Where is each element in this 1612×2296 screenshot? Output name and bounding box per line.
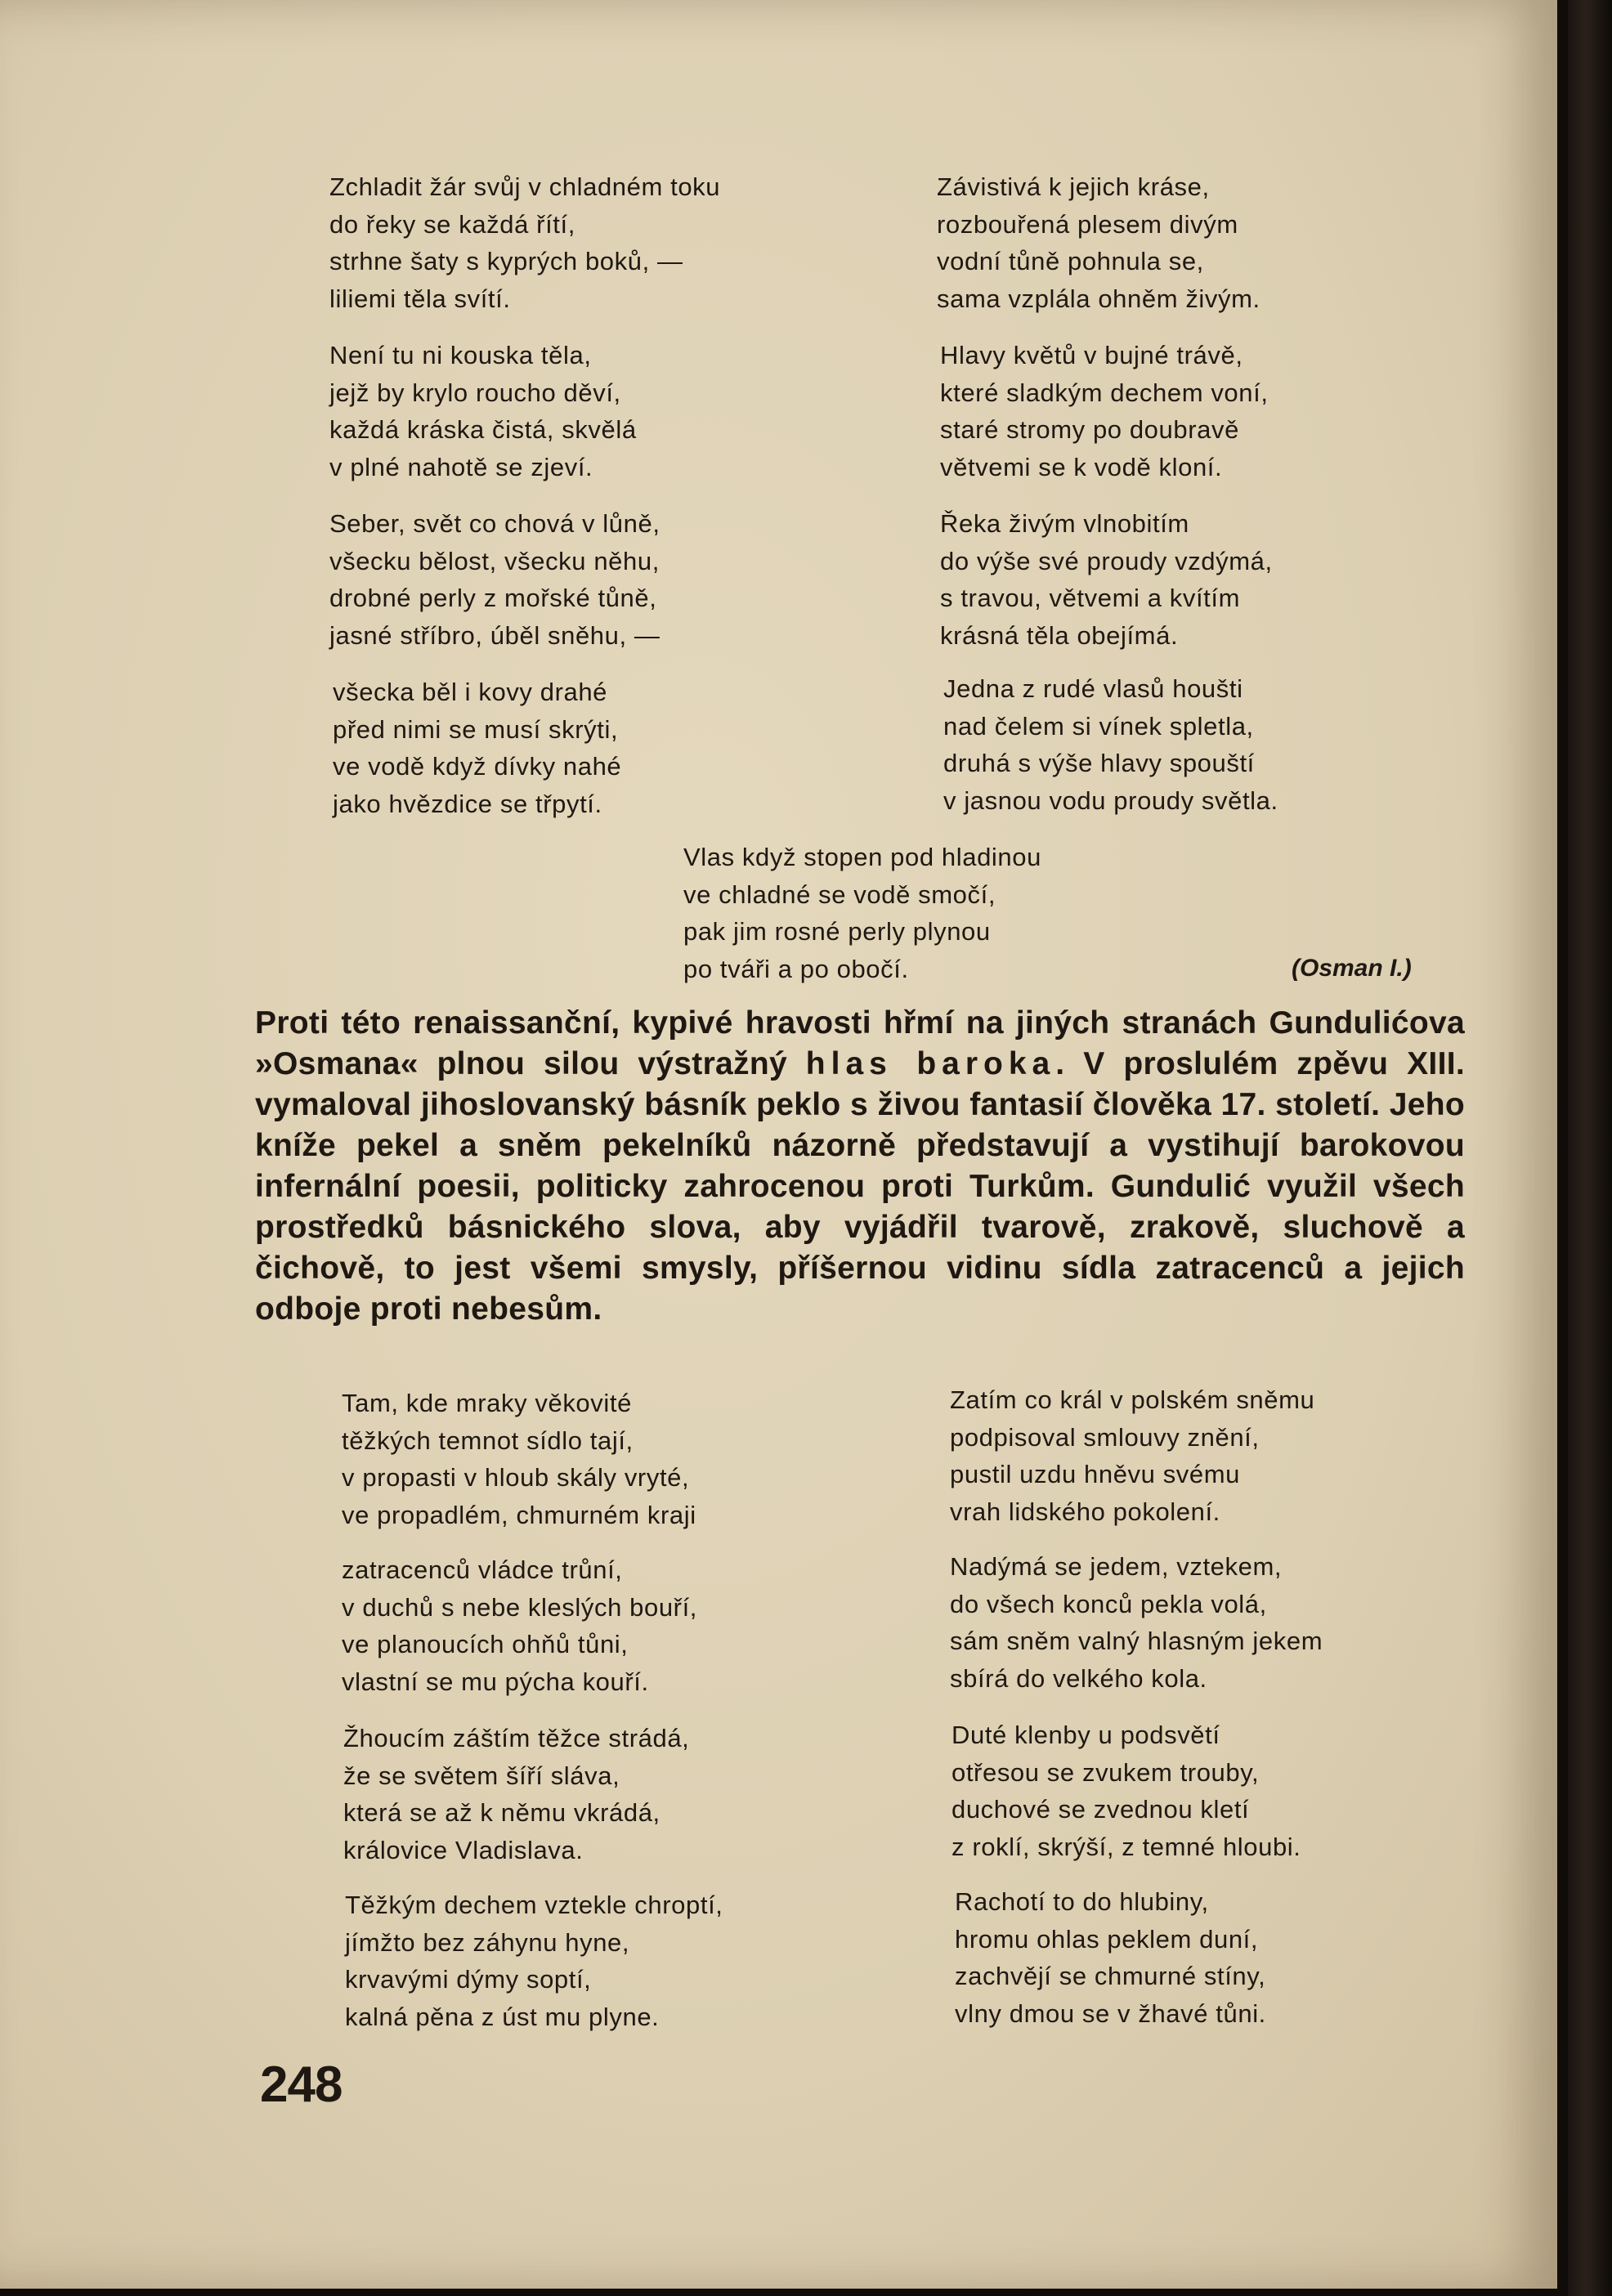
- verse-line: rozbouřená plesem divým: [937, 209, 1238, 239]
- verse-line: že se světem šíří sláva,: [343, 1761, 620, 1790]
- top-poem-right-stanza-3: [940, 505, 1273, 654]
- verse-line: Zchladit žár svůj v chladném toku: [329, 172, 721, 201]
- verse-line: Tam, kde mraky věkovité: [342, 1389, 632, 1417]
- verse-line: před nimi se musí skrýti,: [333, 714, 619, 744]
- verse-line: v jasnou vodu proudy světla.: [943, 785, 1278, 815]
- verse-line: ve propadlém, chmurném kraji: [342, 1500, 696, 1529]
- verse-line: z roklí, skrýší, z temné hloubi.: [952, 1832, 1301, 1861]
- prose-spaced-emphasis: hlas baroka: [805, 1046, 1056, 1081]
- verse-line: ve vodě když dívky nahé: [333, 752, 622, 781]
- verse-line: královice Vladislava.: [343, 1835, 584, 1864]
- prose-text: [255, 1003, 1465, 1330]
- verse-line: Zatím co král v polském sněmu: [950, 1385, 1315, 1414]
- verse-line: Rachotí to do hlubiny,: [955, 1887, 1209, 1916]
- verse-line: podpisoval smlouvy znění,: [950, 1422, 1260, 1452]
- verse-line: do všech konců pekla volá,: [950, 1589, 1267, 1618]
- top-poem-right-stanza-1: [937, 168, 1260, 317]
- verse-line: jasné stříbro, úběl sněhu, —: [329, 620, 660, 650]
- verse-line: vlastní se mu pýcha kouří.: [342, 1667, 649, 1696]
- verse-line: Těžkým dechem vztekle chroptí,: [345, 1891, 723, 1919]
- top-poem-left-stanza-2: [329, 337, 637, 486]
- bottom-poem-left-stanza-2: [342, 1551, 697, 1700]
- top-poem-right-stanza-2: [940, 337, 1269, 486]
- prose-text-part-2: . V proslulém zpěvu XIII. vymaloval jihoslovanský básník peklo s živou fantasií člověka 17. století. Jeho kníže pekel a sněm pekelníků názorně představují a vystihují barokovou infernální poesii, politicky zahrocenou proti Turkům. Gundulić využil všech prostředků básnického slova, aby vyjádřil tvarově, zrakově, sluchově a čichově, to jest všemi smysly, příšernou vidinu sídla zatracenců a jejich odboje proti nebesům.: [255, 1046, 1465, 1327]
- verse-line: s travou, větvemi a kvítím: [940, 584, 1241, 612]
- verse-line: všecku bělost, všecku něhu,: [329, 546, 660, 575]
- verse-line: kalná pěna z úst mu plyne.: [345, 2002, 660, 2031]
- bottom-poem-right-stanza-1: [950, 1381, 1314, 1530]
- top-poem-left-stanza-3: [329, 505, 660, 654]
- top-poem-left-stanza-1: [329, 168, 720, 317]
- prose-text-part-1: Proti této renaissanční, kypivé hravosti hřmí na jiných stranách Gundulićova »Osmana« plnou silou výstražný: [255, 1005, 1465, 1081]
- verse-line: Seber, svět co chová v lůně,: [329, 509, 660, 538]
- verse-line: strhne šaty s kyprých boků, —: [329, 247, 683, 275]
- verse-line: pak jim rosné perly plynou: [683, 917, 991, 946]
- verse-line: větvemi se k vodě kloní.: [940, 452, 1223, 481]
- page-number: 248: [260, 2057, 343, 2113]
- verse-line: Duté klenby u podsvětí: [952, 1721, 1220, 1749]
- verse-line: hromu ohlas peklem duní,: [955, 1924, 1259, 1954]
- verse-line: v propasti v hloub skály vryté,: [342, 1463, 690, 1492]
- verse-line: ve chladné se vodě smočí,: [683, 879, 996, 909]
- verse-line: sbírá do velkého kola.: [950, 1663, 1207, 1693]
- verse-line: otřesou se zvukem trouby,: [952, 1757, 1260, 1787]
- verse-line: pustil uzdu hněvu svému: [950, 1460, 1240, 1488]
- verse-line: zatracenců vládce trůní,: [342, 1555, 623, 1584]
- verse-line: Řeka živým vlnobitím: [940, 509, 1189, 538]
- verse-line: do řeky se každá řítí,: [329, 209, 575, 239]
- bottom-poem-right-stanza-3: [952, 1716, 1301, 1865]
- verse-line: každá kráska čistá, skvělá: [329, 415, 637, 444]
- verse-line: těžkých temnot sídlo tají,: [342, 1425, 634, 1455]
- verse-line: Nadýmá se jedem, vztekem,: [950, 1552, 1283, 1581]
- verse-line: zachvějí se chmurné stíny,: [955, 1962, 1266, 1990]
- verse-line: která se až k němu vkrádá,: [343, 1798, 660, 1827]
- verse-line: jako hvězdice se třpytí.: [333, 789, 602, 818]
- verse-line: Vlas když stopen pod hladinou: [683, 843, 1041, 871]
- verse-line: jímžto bez záhynu hyne,: [345, 1927, 630, 1957]
- verse-line: které sladkým dechem voní,: [940, 378, 1269, 407]
- top-poem-left-stanza-4: [333, 674, 621, 822]
- verse-line: Jedna z rudé vlasů houšti: [943, 674, 1243, 703]
- verse-line: drobné perly z mořské tůně,: [329, 584, 657, 612]
- verse-line: sám sněm valný hlasným jekem: [950, 1627, 1323, 1655]
- poem-source-reference: (Osman I.): [1292, 955, 1412, 982]
- bottom-poem-right-stanza-2: [950, 1548, 1323, 1697]
- bottom-poem-left-stanza-3: [343, 1720, 689, 1869]
- verse-line: ve planoucích ohňů tůni,: [342, 1630, 629, 1658]
- bottom-poem-left-stanza-1: [342, 1385, 696, 1533]
- verse-line: Závistivá k jejich kráse,: [937, 172, 1210, 201]
- verse-line: krvavými dýmy soptí,: [345, 1965, 592, 1994]
- verse-line: druhá s výše hlavy spouští: [943, 749, 1255, 777]
- verse-line: sama vzplála ohněm živým.: [937, 284, 1260, 313]
- verse-line: vrah lidského pokolení.: [950, 1497, 1220, 1526]
- verse-line: staré stromy po doubravě: [940, 415, 1239, 444]
- top-poem-closing-stanza: [683, 839, 1041, 987]
- verse-line: v duchů s nebe kleslých bouří,: [342, 1592, 698, 1622]
- verse-line: po tváři a po obočí.: [683, 954, 909, 983]
- bottom-poem-right-stanza-4: [955, 1883, 1266, 2032]
- verse-line: všecka běl i kovy drahé: [333, 678, 608, 706]
- verse-line: do výše své proudy vzdýmá,: [940, 546, 1273, 575]
- top-poem-right-stanza-4: [943, 670, 1278, 819]
- verse-line: nad čelem si vínek spletla,: [943, 711, 1254, 741]
- verse-line: vodní tůně pohnula se,: [937, 247, 1204, 275]
- bottom-poem-left-stanza-4: [345, 1886, 723, 2035]
- verse-line: v plné nahotě se zjeví.: [329, 452, 593, 481]
- verse-line: krásná těla obejímá.: [940, 620, 1179, 650]
- verse-line: Není tu ni kouska těla,: [329, 341, 592, 369]
- verse-line: liliemi těla svítí.: [329, 284, 511, 313]
- verse-line: jejž by krylo roucho děví,: [329, 378, 621, 407]
- verse-line: Hlavy květů v bujné trávě,: [940, 341, 1243, 369]
- verse-line: vlny dmou se v žhavé tůni.: [955, 1998, 1266, 2028]
- prose-paragraph: [255, 1003, 1465, 1330]
- verse-line: Žhoucím záštím těžce strádá,: [343, 1724, 690, 1752]
- verse-line: duchové se zvednou kletí: [952, 1795, 1250, 1824]
- book-spine-edge: [1568, 0, 1612, 2296]
